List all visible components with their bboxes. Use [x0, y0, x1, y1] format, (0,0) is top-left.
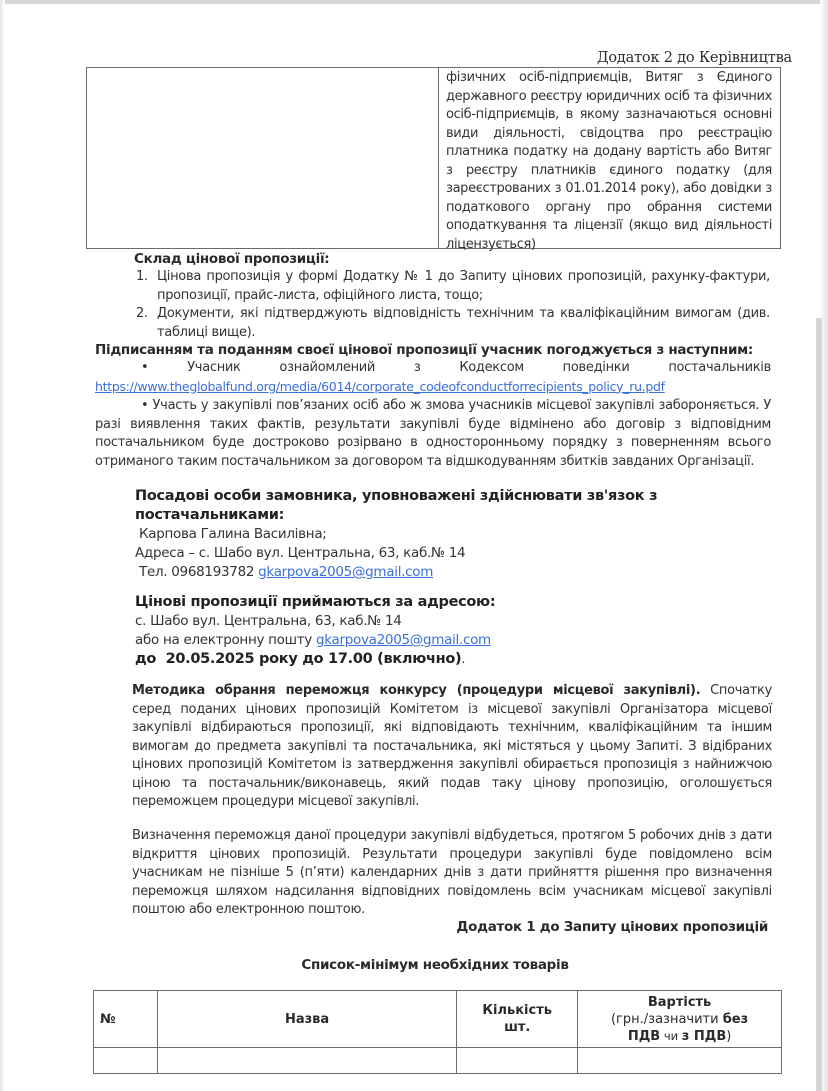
bullet-word: Кодексом [459, 360, 524, 375]
offers-email-prefix: або на електронну пошту [135, 632, 316, 648]
cost-header-pdv: ПДВ [627, 1028, 661, 1044]
page-left-edge [0, 0, 5, 1091]
cost-header-close: ) [726, 1028, 732, 1044]
offers-address: с. Шабо вул. Центральна, 63, каб.№ 14 [135, 613, 402, 629]
composition-list [136, 268, 770, 342]
method-text: Спочатку серед поданих цінових пропозицій Комітетом із місцевої закупівлі Організатора місцевої закупівлі відбираються пропозиції, які відповідають технічним, кваліфікаційним та іншим вимогам до предмета закупівлі та постачальника, які містяться у цьому Запиті. З відібраних цінових пропозицій Комітетом із затвердження закупівлі обирається пропозиція з найнижчою ціною та постачальник/виконавець, який подав таку цінову пропозицію, оголошується переможцем процедури місцевої закупівлі. [132, 683, 772, 809]
agreement-title: Підписанням та поданням своєї цінової пропозиції учасник погоджується з наступним: [95, 342, 753, 358]
bullet-word: поведінки [562, 360, 630, 375]
contact-phone-line [135, 563, 695, 582]
contacts-title: Посадові особи замовника, уповноважені здійснювати зв'язок з [135, 488, 658, 504]
goods-table [93, 990, 782, 1074]
contacts-section [135, 487, 695, 582]
determination-text: Визначення переможця даної процедури закупівлі відбудеться, протягом 5 робочих днів з дати відкриття цінових пропозицій. Результати процедури закупівлі буде повідомлено всім учасникам не пізніше 5 (п’яти) календарних днів з дати прийняття рішення про визначення переможця шляхом надсилання відповідних повідомлень всім учасникам місцевої закупівлі поштою або електронною поштою. [132, 828, 772, 917]
annex-header: Додаток 2 до Керівництва [596, 50, 792, 66]
code-of-conduct-link[interactable]: https://www.theglobalfund.org/media/6014/corporate_codeofconductforrecipients_policy_ru.pdf [95, 378, 665, 394]
goods-list-title: Список-мінімум необхідних товарів [301, 957, 569, 973]
requirements-table-left-cell [87, 68, 439, 248]
contacts-title-cont: постачальниками: [135, 507, 285, 523]
cost-header-chy: чи [660, 1028, 682, 1043]
composition-item-text: Документи, які підтверджують відповідність технічним та кваліфікаційним вимогам (див. таблиці вище). [157, 306, 770, 340]
column-header-name: Назва [157, 991, 456, 1048]
window-top-edge [0, 0, 828, 4]
cell-number[interactable] [94, 1048, 158, 1074]
scrollbar[interactable] [816, 318, 822, 1091]
cell-cost[interactable] [578, 1048, 782, 1074]
cost-header-bez: без [722, 1011, 749, 1027]
bullet-word: постачальників [668, 360, 771, 375]
cell-quantity[interactable] [457, 1048, 578, 1074]
method-section [132, 682, 772, 812]
cost-header-pdv: ПДВ [689, 1028, 727, 1044]
cost-header-title: Вартість [647, 994, 712, 1010]
offers-title: Цінові пропозиції приймаються за адресою: [135, 594, 496, 610]
column-header-cost [578, 991, 782, 1048]
composition-title: Склад цінової пропозиції: [134, 251, 330, 267]
agreement-block [95, 359, 771, 471]
column-header-quantity [457, 991, 578, 1048]
composition-item-number: 2. [136, 306, 148, 321]
bullet-word: ознайомлений [279, 360, 376, 375]
requirements-table-right-cell: фізичних осіб-підприємців, Витяг з Єдиного державного реєстру юридичних осіб та фізичних осіб-підприємців, в якому зазначаються основні види діяльності, свідоцтва про реєстрацію платника податку на додану вартість або Витяг з реєстру платників єдиного податку (для зареєстрованих з 01.01.2014 року), або довідки з податкового органу про обрання системи оподаткування та ліцензії (якщо вид діяльності ліцензується) [446, 70, 772, 252]
cell-name[interactable] [157, 1048, 456, 1074]
contact-email-link[interactable]: gkarpova2005@gmail.com [258, 564, 434, 580]
offers-deadline: до 20.05.2025 року до 17.00 (включно) [135, 651, 462, 667]
offers-email-line [135, 631, 695, 650]
determination-section [132, 827, 772, 920]
bullet-icon: • [141, 360, 149, 375]
cost-header-z: з [681, 1028, 690, 1044]
agreement-bullet-2: • Участь у закупівлі пов’язаних осіб або ж змова учасників місцевої закупівлі забороняється. У разі виявлення таких фактів, результати закупівлі буде відмінено або договір з відповідним постачальником буде достроково розірвано в односторонньому порядку з поверненням всього отриманого таким постачальником за договором та відшкодуванням збитків завданих Організації. [95, 398, 771, 469]
cost-header-sub: (грн./зазначити [610, 1011, 723, 1027]
goods-table-header-row [94, 991, 782, 1048]
annex1-title: Додаток 1 до Запиту цінових пропозицій [456, 919, 768, 935]
code-of-conduct-link-line [95, 378, 771, 398]
agreement-bullet-1 [95, 359, 771, 378]
quantity-header-line1: Кількість [482, 1003, 552, 1018]
quantity-header-line2: шт. [504, 1020, 531, 1035]
offers-deadline-end: . [461, 652, 466, 667]
method-paragraph [132, 682, 772, 812]
column-header-number: № [94, 991, 158, 1048]
table-row [94, 1048, 782, 1074]
bullet-word: з [413, 360, 421, 375]
offers-deadline-line [135, 650, 695, 669]
composition-item-text: Цінова пропозиція у формі Додатку № 1 до Запиту цінових пропозицій, рахунку-фактури, пропозиції, прайс-листа, офіційного листа, тощо; [157, 269, 770, 303]
contact-name: Карпова Галина Василівна; [135, 526, 327, 542]
contact-address: Адреса – с. Шабо вул. Центральна, 63, каб.№ 14 [135, 545, 466, 561]
bullet-word: Учасник [187, 360, 241, 375]
composition-item [136, 268, 770, 305]
offers-email-link[interactable]: gkarpova2005@gmail.com [315, 632, 491, 648]
offers-section [135, 593, 695, 669]
requirements-table [86, 67, 781, 252]
composition-item [136, 305, 770, 342]
composition-item-number: 1. [136, 269, 148, 284]
contact-phone: Тел. 0968193782 [135, 564, 259, 580]
method-title: Методика обрання переможця конкурсу (процедури місцевої закупівлі). [132, 683, 701, 698]
